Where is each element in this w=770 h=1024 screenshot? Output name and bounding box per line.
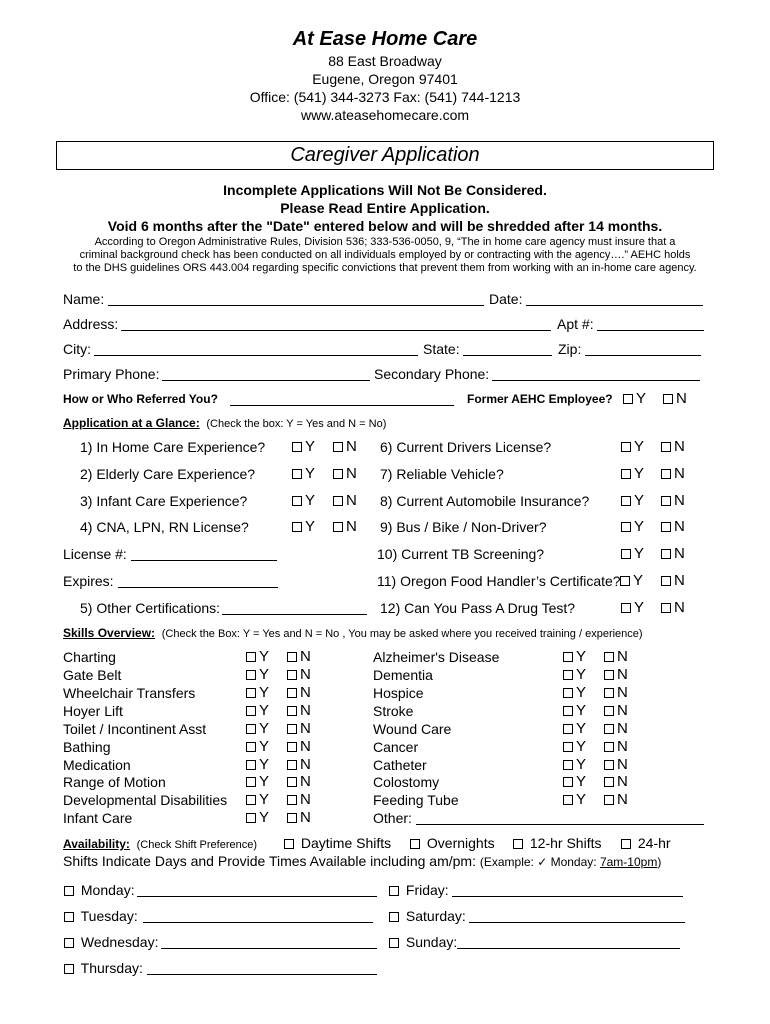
name-label: Name: [63, 291, 105, 307]
skill-stroke-yes[interactable]: Y [563, 702, 586, 719]
checkbox-icon [287, 760, 297, 770]
checkbox-icon [246, 652, 256, 662]
checkbox-icon [292, 522, 302, 532]
glance-q2: 2) Elderly Care Experience? [80, 466, 256, 482]
skill-feeding: Feeding Tube [373, 792, 459, 808]
checkbox-icon [563, 724, 573, 734]
checkbox-icon [389, 886, 399, 896]
day-wednesday[interactable]: Wednesday: [64, 934, 158, 950]
skill-wheelchair-no[interactable]: N [287, 684, 311, 701]
glance-q8: 8) Current Automobile Insurance? [380, 493, 590, 509]
checkbox-icon [246, 724, 256, 734]
skill-charting: Charting [63, 649, 116, 665]
skill-feeding-yes[interactable]: Y [563, 791, 586, 808]
availability-hint: (Check Shift Preference) [136, 839, 258, 851]
checkbox-icon [621, 839, 631, 849]
primary-phone-label: Primary Phone: [63, 366, 160, 382]
website-link[interactable]: www.ateasehomecare.com [300, 107, 470, 123]
skill-cancer-no[interactable]: N [604, 738, 628, 755]
skill-dementia-no[interactable]: N [604, 666, 628, 683]
skill-hospice-yes[interactable]: Y [563, 684, 586, 701]
former-employee-no[interactable]: N [663, 390, 687, 407]
checkbox-icon [563, 688, 573, 698]
skill-hospice-no[interactable]: N [604, 684, 628, 701]
skill-other-field[interactable] [416, 824, 704, 825]
checkbox-icon [64, 964, 74, 974]
phone-line: Office: (541) 344-3273 Fax: (541) 744-1213 [249, 89, 521, 105]
glance-q3: 3) Infant Care Experience? [80, 493, 248, 509]
skill-charting-yes[interactable]: Y [246, 648, 269, 665]
checkbox-icon [389, 938, 399, 948]
checkbox-icon [621, 603, 631, 613]
availability-instructions: Shifts Indicate Days and Provide Times Available including am/pm: (Example: ✓ Monday: 7am-10pm) [63, 853, 662, 869]
skill-gate-belt: Gate Belt [63, 667, 122, 683]
skill-developmental: Developmental Disabilities [63, 792, 228, 808]
checkbox-icon [563, 777, 573, 787]
skill-stroke: Stroke [373, 703, 414, 719]
day-monday[interactable]: Monday: [64, 882, 135, 898]
checkbox-icon [621, 496, 631, 506]
checkbox-icon [410, 839, 420, 849]
former-employee-yes[interactable]: Y [623, 390, 646, 407]
skill-toilet-yes[interactable]: Y [246, 720, 269, 737]
skill-bathing-no[interactable]: N [287, 738, 311, 755]
glance-q6: 6) Current Drivers License? [380, 439, 552, 455]
skill-infant: Infant Care [63, 810, 133, 826]
skill-wound-yes[interactable]: Y [563, 720, 586, 737]
shift-24hr[interactable]: 24-hr [621, 835, 671, 851]
glance-q2-yes[interactable]: Y [292, 465, 315, 482]
other-cert-label: 5) Other Certifications: [80, 600, 221, 616]
wednesday-field[interactable] [161, 948, 377, 949]
checkbox-icon [246, 760, 256, 770]
checkbox-icon [563, 795, 573, 805]
form-title: Caregiver Application [290, 144, 480, 166]
glance-q7: 7) Reliable Vehicle? [380, 466, 504, 482]
sunday-field[interactable] [457, 948, 680, 949]
checkbox-icon [287, 724, 297, 734]
other-cert-field[interactable] [222, 614, 367, 615]
checkbox-icon [287, 795, 297, 805]
skill-medication-yes[interactable]: Y [246, 756, 269, 773]
address-field[interactable] [121, 330, 551, 331]
checkbox-icon [563, 760, 573, 770]
rule-line-2: criminal background check has been conducted on all individuals employed by or contracting with the agency….” AEHC holds [79, 249, 691, 261]
checkbox-icon [621, 442, 631, 452]
skill-charting-no[interactable]: N [287, 648, 311, 665]
skills-hint: (Check the Box: Y = Yes and N = No , You may be asked where you received training / experience) [161, 628, 643, 640]
checkbox-icon [661, 576, 671, 586]
skill-catheter: Catheter [373, 757, 427, 773]
skill-wound: Wound Care [373, 721, 452, 737]
glance-q12-no[interactable]: N [661, 599, 685, 616]
checkbox-icon [246, 670, 256, 680]
skill-dementia-yes[interactable]: Y [563, 666, 586, 683]
skill-wheelchair: Wheelchair Transfers [63, 685, 196, 701]
expires-label: Expires: [63, 573, 114, 589]
glance-q6-yes[interactable]: Y [621, 438, 644, 455]
checkbox-icon [287, 742, 297, 752]
apt-label: Apt #: [557, 316, 594, 332]
skill-bathing: Bathing [63, 739, 111, 755]
glance-q10: 10) Current TB Screening? [377, 546, 545, 562]
glance-q1: 1) In Home Care Experience? [80, 439, 266, 455]
checkbox-icon [661, 442, 671, 452]
day-tuesday[interactable]: Tuesday: [64, 908, 138, 924]
glance-q3-no[interactable]: N [333, 492, 357, 509]
glance-q12: 12) Can You Pass A Drug Test? [380, 600, 576, 616]
checkbox-icon [287, 670, 297, 680]
skill-colostomy-yes[interactable]: Y [563, 773, 586, 790]
checkbox-icon [333, 469, 343, 479]
shift-12hr[interactable]: 12-hr Shifts [513, 835, 601, 851]
skill-alzheimers-no[interactable]: N [604, 648, 628, 665]
date-label: Date: [489, 291, 523, 307]
checkbox-icon [661, 549, 671, 559]
glance-q4-no[interactable]: N [333, 518, 357, 535]
glance-q1-yes[interactable]: Y [292, 438, 315, 455]
notice-void: Void 6 months after the "Date" entered below and will be shredded after 14 months. [107, 218, 663, 234]
skill-infant-no[interactable]: N [287, 809, 311, 826]
glance-q8-yes[interactable]: Y [621, 492, 644, 509]
shift-overnights[interactable]: Overnights [410, 835, 495, 851]
skill-cancer-yes[interactable]: Y [563, 738, 586, 755]
checkbox-icon [64, 912, 74, 922]
tuesday-field[interactable] [143, 922, 373, 923]
checkbox-icon [333, 522, 343, 532]
checkbox-icon [604, 760, 614, 770]
skill-stroke-no[interactable]: N [604, 702, 628, 719]
checkbox-icon [604, 724, 614, 734]
skill-hoyer: Hoyer Lift [63, 703, 123, 719]
date-field[interactable] [526, 305, 703, 306]
glance-q1-no[interactable]: N [333, 438, 357, 455]
skill-medication-no[interactable]: N [287, 756, 311, 773]
day-sunday[interactable]: Sunday: [389, 934, 457, 950]
glance-q2-no[interactable]: N [333, 465, 357, 482]
skill-range-yes[interactable]: Y [246, 773, 269, 790]
thursday-field[interactable] [147, 974, 377, 975]
checkbox-icon [604, 742, 614, 752]
skill-developmental-yes[interactable]: Y [246, 791, 269, 808]
glance-heading-line [63, 416, 386, 430]
checkbox-icon [621, 469, 631, 479]
checkbox-icon [246, 706, 256, 716]
checkbox-icon [661, 522, 671, 532]
checkbox-icon [563, 652, 573, 662]
checkbox-icon [287, 706, 297, 716]
skill-other-label: Other: [373, 810, 412, 826]
checkbox-icon [604, 795, 614, 805]
address-line-1: 88 East Broadway [328, 53, 442, 69]
glance-hint: (Check the box: Y = Yes and N = No) [206, 418, 387, 430]
state-label: State: [423, 341, 460, 357]
skill-colostomy-no[interactable]: N [604, 773, 628, 790]
skill-range-no[interactable]: N [287, 773, 311, 790]
glance-q10-no[interactable]: N [661, 545, 685, 562]
skill-bathing-yes[interactable]: Y [246, 738, 269, 755]
glance-heading: Application at a Glance: [63, 416, 200, 430]
monday-field[interactable] [137, 896, 377, 897]
checkbox-icon [620, 576, 630, 586]
glance-q8-no[interactable]: N [661, 492, 685, 509]
glance-q3-yes[interactable]: Y [292, 492, 315, 509]
checkbox-icon [604, 688, 614, 698]
checkbox-icon [287, 652, 297, 662]
skill-dementia: Dementia [373, 667, 433, 683]
glance-q11-no[interactable]: N [661, 572, 685, 589]
availability-heading: Availability: [63, 837, 130, 851]
skill-catheter-yes[interactable]: Y [563, 756, 586, 773]
skill-hospice: Hospice [373, 685, 424, 701]
license-label: License #: [63, 546, 127, 562]
checkbox-icon [661, 469, 671, 479]
checkbox-icon [663, 394, 673, 404]
glance-q11-yes[interactable]: Y [620, 572, 643, 589]
glance-q4-yes[interactable]: Y [292, 518, 315, 535]
day-friday[interactable]: Friday: [389, 882, 449, 898]
checkbox-icon [246, 688, 256, 698]
checkbox-icon [64, 886, 74, 896]
checkbox-icon [513, 839, 523, 849]
checkbox-icon [292, 442, 302, 452]
address-line-2: Eugene, Oregon 97401 [312, 71, 458, 87]
referred-label: How or Who Referred You? [63, 392, 218, 406]
skill-colostomy: Colostomy [373, 774, 440, 790]
apt-field[interactable] [597, 330, 704, 331]
secondary-phone-field[interactable] [492, 380, 700, 381]
glance-q7-yes[interactable]: Y [621, 465, 644, 482]
skill-toilet-no[interactable]: N [287, 720, 311, 737]
availability-heading-line [63, 837, 257, 851]
checkbox-icon [389, 912, 399, 922]
checkbox-icon [246, 813, 256, 823]
shift-daytime[interactable]: Daytime Shifts [284, 835, 391, 851]
checkbox-icon [287, 777, 297, 787]
skills-heading: Skills Overview: [63, 626, 156, 640]
state-field[interactable] [463, 355, 552, 356]
checkbox-icon [64, 938, 74, 948]
skill-catheter-no[interactable]: N [604, 756, 628, 773]
skill-wound-no[interactable]: N [604, 720, 628, 737]
skill-developmental-no[interactable]: N [287, 791, 311, 808]
checkbox-icon [661, 496, 671, 506]
checkbox-icon [621, 522, 631, 532]
glance-q11: 11) Oregon Food Handler’s Certificate? [377, 573, 621, 589]
skill-wheelchair-yes[interactable]: Y [246, 684, 269, 701]
skill-gate-belt-yes[interactable]: Y [246, 666, 269, 683]
glance-q12-yes[interactable]: Y [621, 599, 644, 616]
checkbox-icon [563, 706, 573, 716]
checkbox-icon [287, 688, 297, 698]
license-field[interactable] [131, 560, 277, 561]
city-field[interactable] [94, 355, 418, 356]
company-name: At Ease Home Care [292, 28, 478, 50]
checkbox-icon [246, 742, 256, 752]
checkbox-icon [333, 496, 343, 506]
checkbox-icon [661, 603, 671, 613]
checkbox-icon [333, 442, 343, 452]
checkbox-icon [604, 706, 614, 716]
name-field[interactable] [108, 305, 484, 306]
zip-field[interactable] [585, 355, 701, 356]
rule-line-3: to the DHS guidelines ORS 443.004 regarding specific convictions that prevent them from working with an in-home care agency. [73, 262, 697, 274]
skill-alzheimers: Alzheimer's Disease [373, 649, 500, 665]
checkbox-icon [246, 795, 256, 805]
day-thursday[interactable]: Thursday: [64, 960, 143, 976]
address-label: Address: [63, 316, 119, 332]
skill-cancer: Cancer [373, 739, 419, 755]
checkbox-icon [246, 777, 256, 787]
glance-q9-yes[interactable]: Y [621, 518, 644, 535]
checkbox-icon [604, 670, 614, 680]
checkbox-icon [284, 839, 294, 849]
checkbox-icon [621, 549, 631, 559]
notice-read: Please Read Entire Application. [280, 200, 490, 216]
skills-heading-line [63, 626, 643, 640]
checkbox-icon [604, 777, 614, 787]
expires-field[interactable] [118, 587, 278, 588]
skill-range: Range of Motion [63, 774, 166, 790]
skill-infant-yes[interactable]: Y [246, 809, 269, 826]
checkbox-icon [292, 496, 302, 506]
secondary-phone-label: Secondary Phone: [374, 366, 490, 382]
checkbox-icon [563, 670, 573, 680]
glance-q10-yes[interactable]: Y [621, 545, 644, 562]
skill-hoyer-no[interactable]: N [287, 702, 311, 719]
glance-q9: 9) Bus / Bike / Non-Driver? [380, 519, 547, 535]
skill-alzheimers-yes[interactable]: Y [563, 648, 586, 665]
city-label: City: [63, 341, 91, 357]
primary-phone-field[interactable] [162, 380, 370, 381]
glance-q7-no[interactable]: N [661, 465, 685, 482]
referred-field[interactable] [230, 405, 454, 406]
glance-q6-no[interactable]: N [661, 438, 685, 455]
skill-toilet: Toilet / Incontinent Asst [63, 721, 207, 737]
glance-q4: 4) CNA, LPN, RN License? [80, 519, 249, 535]
saturday-field[interactable] [469, 922, 685, 923]
skill-feeding-no[interactable]: N [604, 791, 628, 808]
skill-medication: Medication [63, 757, 131, 773]
skill-gate-belt-no[interactable]: N [287, 666, 311, 683]
friday-field[interactable] [452, 896, 683, 897]
checkbox-icon [604, 652, 614, 662]
former-employee-label: Former AEHC Employee? [467, 392, 613, 406]
checkbox-icon [292, 469, 302, 479]
checkbox-icon [563, 742, 573, 752]
glance-q9-no[interactable]: N [661, 518, 685, 535]
zip-label: Zip: [558, 341, 582, 357]
skill-hoyer-yes[interactable]: Y [246, 702, 269, 719]
checkbox-icon [287, 813, 297, 823]
notice-incomplete: Incomplete Applications Will Not Be Considered. [223, 182, 547, 198]
day-saturday[interactable]: Saturday: [389, 908, 466, 924]
checkbox-icon [623, 394, 633, 404]
rule-line-1: According to Oregon Administrative Rules, Division 536; 333-536-0050, 9, “The in home care agency must insure that a [94, 236, 676, 248]
